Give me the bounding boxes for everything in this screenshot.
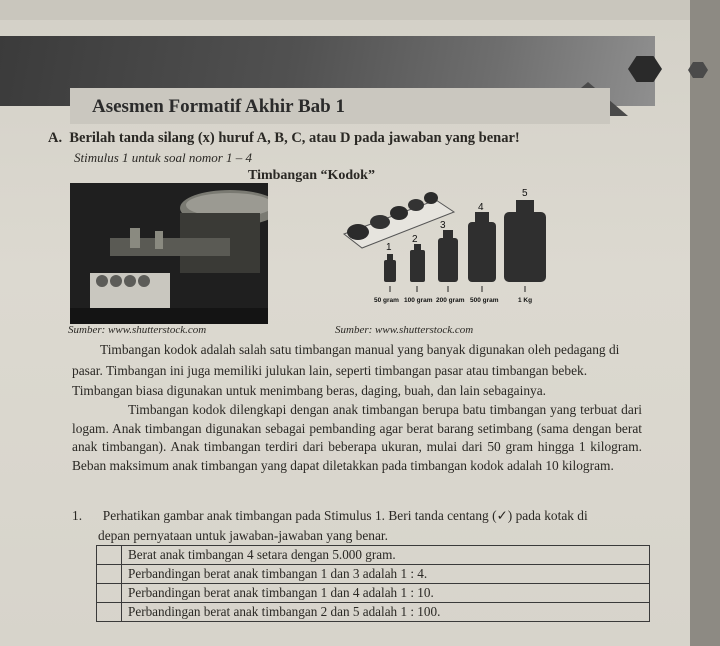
- answer-checkbox-1[interactable]: [97, 546, 122, 565]
- question-text-line-2: depan pernyataan untuk jawaban-jawaban yang benar.: [98, 528, 389, 543]
- question-1: [72, 508, 588, 524]
- paragraph-1-line-3: Timbangan biasa digunakan untuk menimbang beras, daging, buah, dan lain sebagainya.: [72, 383, 547, 398]
- weight-label-100g: 100 gram: [404, 297, 433, 304]
- answer-option-3: Perbandingan berat anak timbangan 1 dan 4 adalah 1 : 10.: [122, 584, 650, 603]
- answer-row: [97, 584, 650, 603]
- answer-option-2: Perbandingan berat anak timbangan 1 dan 3 adalah 1 : 4.: [122, 565, 650, 584]
- answer-checkbox-2[interactable]: [97, 565, 122, 584]
- answer-checkbox-3[interactable]: [97, 584, 122, 603]
- answer-row: [97, 603, 650, 622]
- page-title: Asesmen Formatif Akhir Bab 1: [92, 96, 345, 117]
- weight-number-1: 1: [386, 242, 392, 253]
- answer-checkbox-4[interactable]: [97, 603, 122, 622]
- page-top-edge: [0, 0, 720, 22]
- answer-option-1: Berat anak timbangan 4 setara dengan 5.000 gram.: [122, 546, 650, 565]
- weight-number-5: 5: [522, 188, 528, 199]
- paragraph-1-line-2: pasar. Timbangan ini juga memiliki julukan lain, seperti timbangan pasar atau timbangan bebek.: [72, 362, 588, 378]
- weight-label-1kg: 1 Kg: [518, 297, 533, 304]
- stimulus-label: Stimulus 1 untuk soal nomor 1 – 4: [74, 150, 253, 165]
- paragraph-1: [72, 340, 642, 402]
- answer-option-4: Perbandingan berat anak timbangan 2 dan 5 adalah 1 : 100.: [122, 603, 650, 622]
- paragraph-2-text: Timbangan kodok dilengkapi dengan anak timbangan berupa batu timbangan yang terbuat dari logam. Anak timbangan digunakan sebagai pembanding agar berat barang setimbang (sama dengan berat anak timbangan). Anak timbangan terdiri dari beberapa ukuran, mulai dari 50 gram hingga 1 kilogram. Beban maksimum anak timbangan yang dapat diletakkan pada timbangan kodok adalah 10 kilogram.: [72, 402, 642, 473]
- weight-number-2: 2: [412, 234, 418, 245]
- answer-row: [97, 565, 650, 584]
- diagram-source: Sumber: www.shutterstock.com: [335, 324, 474, 336]
- weight-label-500g: 500 gram: [470, 297, 499, 304]
- weight-number-4: 4: [478, 202, 484, 213]
- figure-caption: Timbangan “Kodok”: [248, 168, 375, 183]
- scale-photo: [70, 183, 268, 324]
- answer-row: [97, 546, 650, 565]
- question-number: 1.: [72, 508, 83, 523]
- paragraph-2: [72, 401, 642, 475]
- paragraph-1-line-1: Timbangan kodok adalah salah satu timbangan manual yang banyak digunakan oleh pedagang di: [100, 342, 620, 357]
- question-text-line-1: Perhatikan gambar anak timbangan pada Stimulus 1. Beri tanda centang (✓) pada kotak di: [102, 508, 588, 523]
- photo-source: Sumber: www.shutterstock.com: [68, 324, 207, 336]
- weights-diagram: [336, 182, 558, 322]
- page-edge-shadow: [690, 0, 720, 646]
- section-heading: A. Berilah tanda silang (x) huruf A, B, C, atau D pada jawaban yang benar!: [48, 130, 520, 146]
- weight-label-50g: 50 gram: [374, 297, 399, 304]
- answer-table: [96, 545, 650, 622]
- weight-number-3: 3: [440, 220, 446, 231]
- weight-label-200g: 200 gram: [436, 297, 465, 304]
